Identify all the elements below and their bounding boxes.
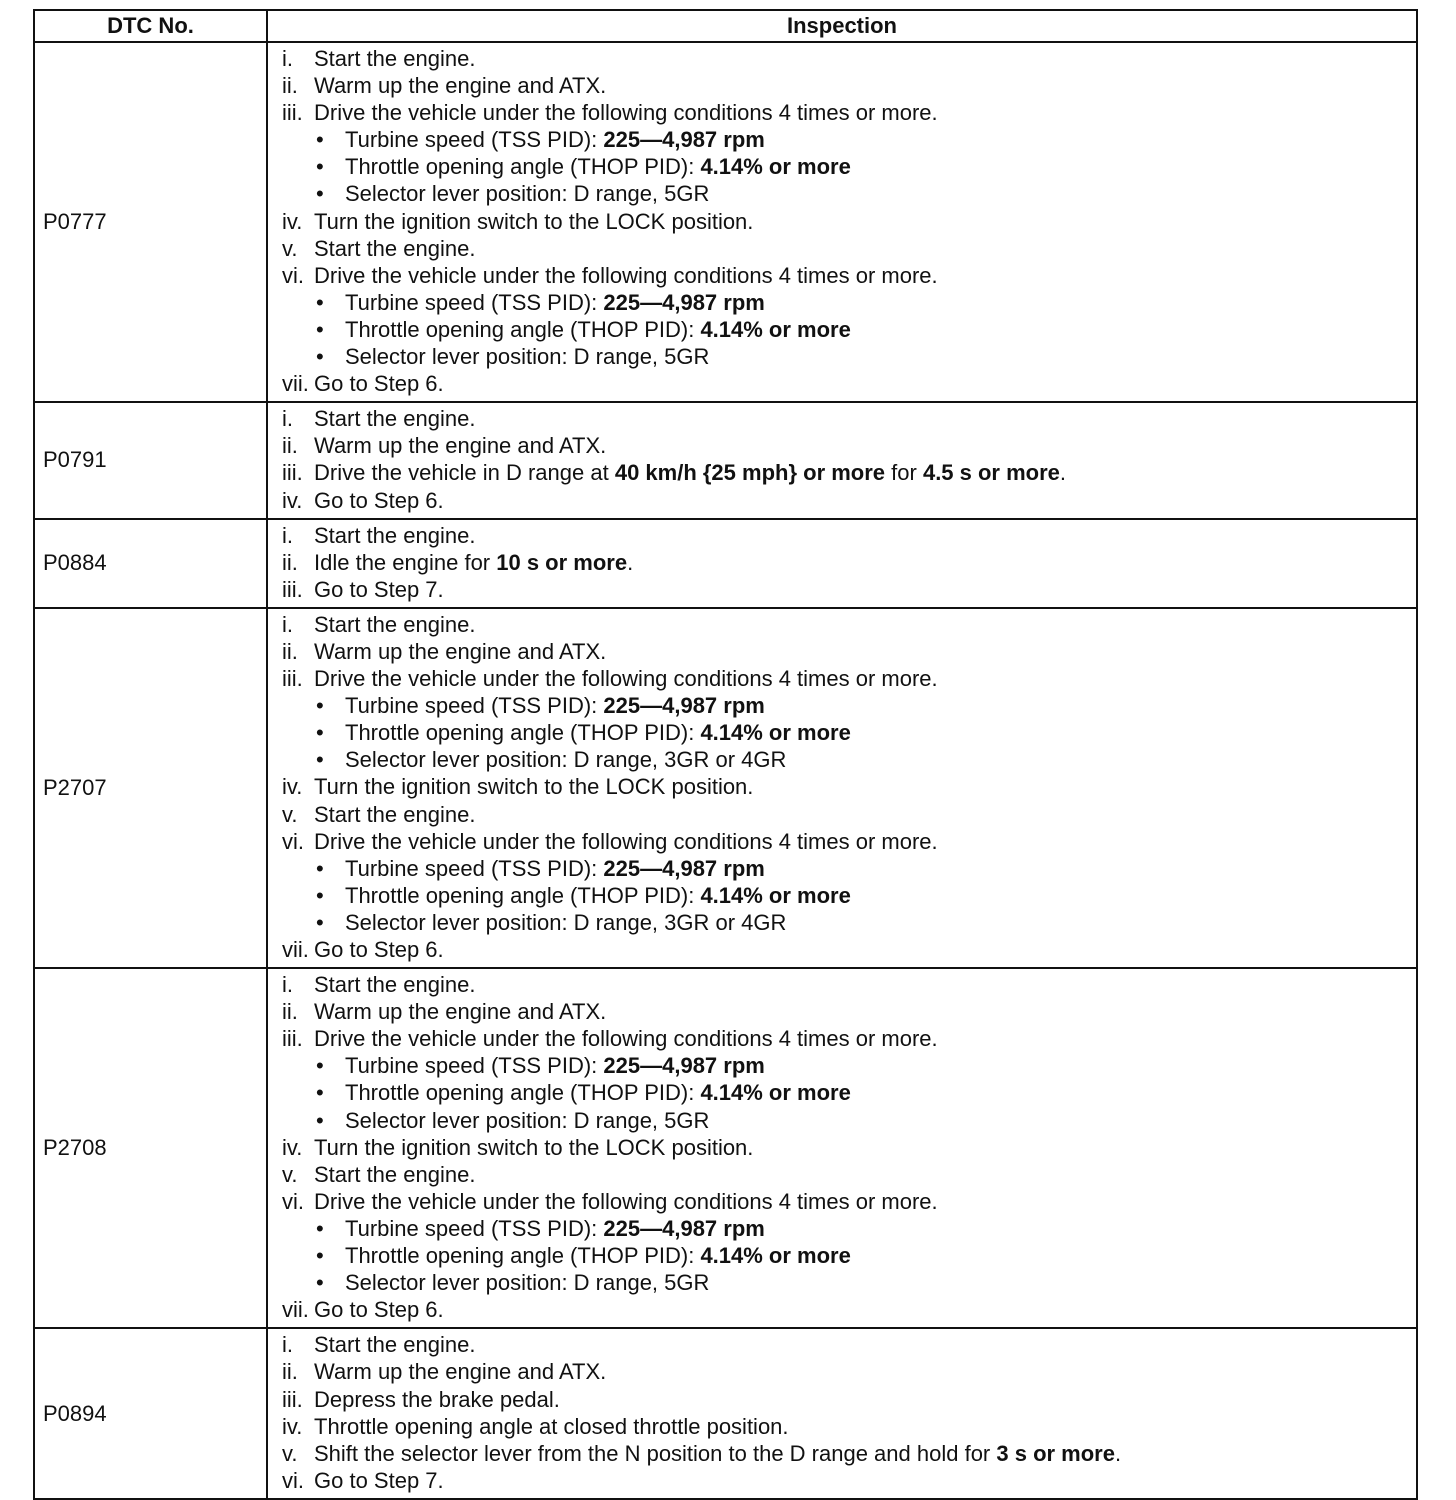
step-text: Depress the brake pedal. [314, 1386, 560, 1412]
bullet-icon: • [316, 909, 324, 935]
condition-text [345, 126, 765, 153]
condition-label: Turbine speed (TSS PID): [345, 855, 604, 881]
step-number: ii. [282, 1359, 298, 1385]
step-number: iii. [282, 460, 303, 486]
condition-label: Selector lever position: D range, 5GR [345, 344, 710, 370]
condition-text [345, 1269, 709, 1296]
step-number: v. [282, 1440, 298, 1466]
step-number: ii. [282, 73, 298, 99]
step-number: ii. [282, 638, 298, 664]
condition-label: Throttle opening angle (THOP PID): [345, 316, 701, 342]
condition-line [282, 1269, 1416, 1296]
condition-text [345, 153, 851, 180]
condition-line [282, 1215, 1416, 1242]
step-text: Warm up the engine and ATX. [314, 638, 607, 664]
step-text: Warm up the engine and ATX. [314, 999, 607, 1025]
step-value: 4.5 s or more [922, 460, 1060, 486]
step-number: iii. [282, 1386, 303, 1412]
condition-label: Turbine speed (TSS PID): [345, 1053, 604, 1079]
step-line [282, 638, 1416, 665]
step-number: vii. [282, 937, 309, 962]
step-line [282, 1296, 1416, 1323]
condition-value: 225—4,987 rpm [603, 289, 765, 315]
bullet-icon: • [316, 344, 324, 370]
condition-text [345, 1052, 765, 1079]
header-row [34, 10, 1417, 42]
condition-label: Selector lever position: D range, 5GR [345, 1270, 710, 1296]
step-line [282, 1188, 1416, 1215]
bullet-icon: • [316, 181, 324, 207]
step-text-part: . [1059, 460, 1067, 486]
bullet-icon: • [316, 289, 324, 315]
condition-line [282, 909, 1416, 936]
step-number: vi. [282, 1188, 304, 1214]
inspection-steps [267, 968, 1417, 1328]
condition-line [282, 1107, 1416, 1134]
step-text: Go to Step 6. [314, 487, 444, 513]
condition-text [345, 909, 786, 936]
condition-line [282, 855, 1416, 882]
step-text: Go to Step 7. [314, 1467, 444, 1493]
step-text [314, 459, 1066, 486]
step-text-part: Drive the vehicle in D range at [314, 460, 615, 486]
step-text-part: . [627, 549, 634, 575]
step-line [282, 1358, 1416, 1385]
step-line [282, 828, 1416, 855]
condition-line [282, 1052, 1416, 1079]
step-text: Go to Step 6. [314, 1297, 444, 1323]
inspection-steps [267, 1328, 1417, 1499]
step-text: Warm up the engine and ATX. [314, 73, 607, 99]
table-body [34, 42, 1417, 1499]
step-value: 40 km/h {25 mph} or more [614, 460, 886, 486]
step-line [282, 208, 1416, 235]
condition-label: Selector lever position: D range, 5GR [345, 181, 710, 207]
condition-text [345, 343, 709, 370]
step-text: Go to Step 6. [314, 371, 444, 397]
condition-label: Throttle opening angle (THOP PID): [345, 882, 701, 908]
step-number: ii. [282, 433, 298, 459]
step-number: vii. [282, 1297, 309, 1323]
step-number: iv. [282, 487, 303, 513]
condition-label: Selector lever position: D range, 5GR [345, 1107, 710, 1133]
condition-text [345, 1242, 851, 1269]
table-row-p0884 [34, 519, 1417, 608]
step-line [282, 405, 1416, 432]
step-text: Go to Step 6. [314, 937, 444, 962]
bullet-icon: • [316, 855, 324, 881]
dtc-inspection-table [33, 9, 1418, 1500]
condition-text [345, 180, 709, 207]
step-number: iv. [282, 208, 303, 234]
step-number: v. [282, 235, 298, 261]
condition-text [345, 719, 851, 746]
step-line [282, 262, 1416, 289]
condition-text [345, 1079, 851, 1106]
step-text-part: Shift the selector lever from the N position to the D range and hold for [314, 1440, 997, 1466]
condition-label: Throttle opening angle (THOP PID): [345, 720, 701, 746]
condition-label: Throttle opening angle (THOP PID): [345, 1243, 701, 1269]
step-line [282, 72, 1416, 99]
bullet-icon: • [316, 1107, 324, 1133]
step-text: Throttle opening angle at closed throttle position. [314, 1413, 789, 1439]
step-text: Drive the vehicle under the following conditions 4 times or more. [314, 262, 938, 288]
step-line [282, 45, 1416, 72]
step-line [282, 773, 1416, 800]
step-line [282, 1331, 1416, 1358]
inspection-steps [267, 42, 1417, 402]
step-number: iii. [282, 1026, 303, 1052]
condition-line [282, 746, 1416, 773]
step-line [282, 370, 1416, 397]
table-row-p2708 [34, 968, 1417, 1328]
condition-line [282, 882, 1416, 909]
condition-label: Turbine speed (TSS PID): [345, 1215, 604, 1241]
bullet-icon: • [316, 693, 324, 719]
step-text [314, 1440, 1121, 1467]
step-text: Start the engine. [314, 46, 476, 71]
condition-line [282, 289, 1416, 316]
step-number: vi. [282, 828, 304, 854]
condition-text [345, 855, 765, 882]
bullet-icon: • [316, 154, 324, 180]
bullet-icon: • [316, 127, 324, 153]
condition-value: 4.14% or more [700, 882, 851, 908]
condition-value: 4.14% or more [700, 1080, 851, 1106]
step-text-part: . [1114, 1440, 1122, 1466]
condition-label: Turbine speed (TSS PID): [345, 289, 604, 315]
step-number: vi. [282, 1467, 304, 1493]
step-line [282, 1161, 1416, 1188]
step-line [282, 1386, 1416, 1413]
step-line [282, 936, 1416, 963]
step-text-part: Idle the engine for [314, 549, 497, 575]
step-line [282, 801, 1416, 828]
condition-line [282, 1242, 1416, 1269]
step-line [282, 1467, 1416, 1494]
step-line [282, 971, 1416, 998]
step-text: Warm up the engine and ATX. [314, 1359, 607, 1385]
step-text: Warm up the engine and ATX. [314, 433, 607, 459]
step-line [282, 665, 1416, 692]
dtc-code: P0884 [34, 519, 267, 608]
step-text: Turn the ignition switch to the LOCK position. [314, 1134, 754, 1160]
step-line [282, 235, 1416, 262]
condition-value: 225—4,987 rpm [603, 127, 765, 153]
step-number: iii. [282, 666, 303, 692]
step-value: 3 s or more [996, 1440, 1115, 1466]
condition-value: 4.14% or more [700, 154, 851, 180]
bullet-icon: • [316, 1270, 324, 1296]
condition-label: Turbine speed (TSS PID): [345, 693, 604, 719]
condition-label: Selector lever position: D range, 3GR or 4GR [345, 747, 787, 773]
step-line [282, 99, 1416, 126]
step-number: i. [282, 46, 293, 71]
step-number: i. [282, 972, 293, 998]
condition-line [282, 719, 1416, 746]
table-row-p2707 [34, 608, 1417, 968]
step-number: iv. [282, 1134, 303, 1160]
header-dtc-no: DTC No. [34, 10, 267, 42]
condition-line [282, 126, 1416, 153]
bullet-icon: • [316, 882, 324, 908]
condition-text [345, 1107, 709, 1134]
step-line [282, 576, 1416, 603]
step-text: Drive the vehicle under the following conditions 4 times or more. [314, 828, 938, 854]
condition-label: Throttle opening angle (THOP PID): [345, 1080, 701, 1106]
step-text: Start the engine. [314, 406, 476, 432]
dtc-code: P0791 [34, 402, 267, 518]
step-text: Start the engine. [314, 972, 476, 998]
step-number: ii. [282, 549, 298, 575]
condition-label: Selector lever position: D range, 3GR or 4GR [345, 909, 787, 935]
bullet-icon: • [316, 1053, 324, 1079]
step-line [282, 1025, 1416, 1052]
step-line [282, 487, 1416, 514]
table-row-p0791 [34, 402, 1417, 518]
step-text: Start the engine. [314, 1332, 476, 1358]
condition-text [345, 746, 786, 773]
step-number: vii. [282, 371, 309, 397]
condition-text [345, 289, 765, 316]
condition-value: 4.14% or more [700, 1243, 851, 1269]
step-line [282, 432, 1416, 459]
step-number: v. [282, 1161, 298, 1187]
step-value: 10 s or more [496, 549, 628, 575]
step-number: i. [282, 1332, 293, 1358]
dtc-code: P0894 [34, 1328, 267, 1499]
condition-text [345, 1215, 765, 1242]
condition-line [282, 1079, 1416, 1106]
condition-text [345, 316, 851, 343]
dtc-code: P2708 [34, 968, 267, 1328]
inspection-steps [267, 608, 1417, 968]
step-number: iii. [282, 100, 303, 126]
step-line [282, 1134, 1416, 1161]
step-number: i. [282, 406, 293, 432]
step-number: vi. [282, 262, 304, 288]
step-text: Turn the ignition switch to the LOCK position. [314, 774, 754, 800]
bullet-icon: • [316, 316, 324, 342]
condition-value: 4.14% or more [700, 316, 851, 342]
bullet-icon: • [316, 720, 324, 746]
bullet-icon: • [316, 1243, 324, 1269]
step-line [282, 1413, 1416, 1440]
step-line [282, 459, 1416, 486]
condition-value: 225—4,987 rpm [603, 855, 765, 881]
step-text [314, 549, 633, 576]
condition-label: Turbine speed (TSS PID): [345, 127, 604, 153]
condition-value: 225—4,987 rpm [603, 693, 765, 719]
step-text: Drive the vehicle under the following conditions 4 times or more. [314, 1026, 938, 1052]
table-row-p0777 [34, 42, 1417, 402]
step-text: Drive the vehicle under the following conditions 4 times or more. [314, 1188, 938, 1214]
step-text: Go to Step 7. [314, 576, 444, 602]
inspection-steps [267, 402, 1417, 518]
condition-label: Throttle opening angle (THOP PID): [345, 154, 701, 180]
step-number: v. [282, 801, 298, 827]
step-text: Turn the ignition switch to the LOCK position. [314, 208, 754, 234]
header-inspection: Inspection [267, 10, 1417, 42]
condition-value: 225—4,987 rpm [603, 1215, 765, 1241]
step-text: Drive the vehicle under the following conditions 4 times or more. [314, 100, 938, 126]
condition-line [282, 343, 1416, 370]
bullet-icon: • [316, 747, 324, 773]
step-line [282, 998, 1416, 1025]
condition-line [282, 180, 1416, 207]
step-text: Start the engine. [314, 235, 476, 261]
step-text: Start the engine. [314, 801, 476, 827]
condition-line [282, 316, 1416, 343]
table-row-p0894 [34, 1328, 1417, 1499]
step-number: iv. [282, 774, 303, 800]
step-text: Start the engine. [314, 522, 476, 548]
step-text: Drive the vehicle under the following conditions 4 times or more. [314, 666, 938, 692]
step-text: Start the engine. [314, 1161, 476, 1187]
inspection-steps [267, 519, 1417, 608]
dtc-code: P0777 [34, 42, 267, 402]
condition-text [345, 692, 765, 719]
condition-value: 225—4,987 rpm [603, 1053, 765, 1079]
condition-line [282, 692, 1416, 719]
step-text: Start the engine. [314, 611, 476, 637]
condition-line [282, 153, 1416, 180]
bullet-icon: • [316, 1080, 324, 1106]
step-line [282, 549, 1416, 576]
step-text-part: for [885, 460, 923, 486]
bullet-icon: • [316, 1215, 324, 1241]
dtc-code: P2707 [34, 608, 267, 968]
step-number: i. [282, 611, 293, 637]
condition-value: 4.14% or more [700, 720, 851, 746]
step-number: ii. [282, 999, 298, 1025]
step-number: iii. [282, 576, 303, 602]
step-line [282, 1440, 1416, 1467]
step-line [282, 522, 1416, 549]
step-line [282, 611, 1416, 638]
step-number: iv. [282, 1413, 303, 1439]
step-number: i. [282, 522, 293, 548]
condition-text [345, 882, 851, 909]
